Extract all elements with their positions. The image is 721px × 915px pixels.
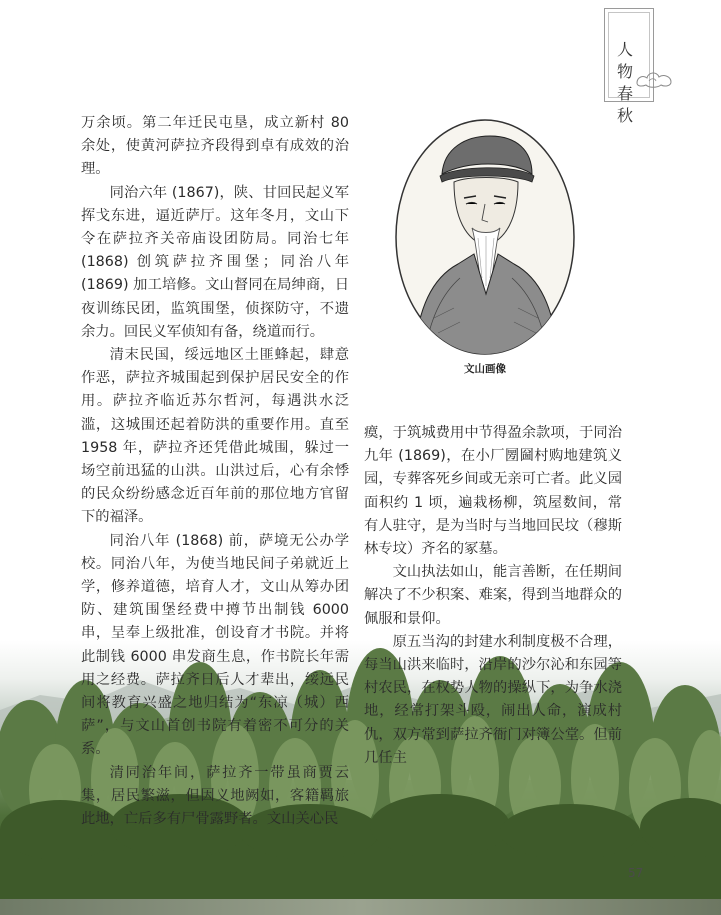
- paragraph: 瘼，于筑城费用中节得盈余款项，于同治九年 (1869)，在小厂圐圙村购地建筑义园，专葬客死乡间或无亲可亡者。此义园面积约 1 顷，遍栽杨柳，筑屋数间，常有人驻守，是为当时与当地回民坟（穆斯林专坟）齐名的冢墓。: [364, 425, 622, 558]
- paragraph: 清同治年间，萨拉齐一带虽商贾云集，居民繁滋，但因义地阙如，客籍羁旅此地，亡后多有尸骨露野者。文山关心民: [81, 764, 349, 828]
- left-text-column: [81, 112, 349, 831]
- portrait-figure: [394, 118, 576, 356]
- portrait-caption: 文山画像: [464, 363, 506, 375]
- paragraph: 原五当沟的封建水利制度极不合理，每当山洪来临时，沿岸的沙尔沁和东园等村农民，在权势人物的操纵下，为争水浇地，经常打架斗殴，闹出人命，演成村仇，双方常到萨拉齐衙门对簿公堂。但前几任主: [364, 633, 622, 766]
- section-emblem: [604, 8, 654, 125]
- paragraph: 同治八年 (1868) 前，萨境无公办学校。同治八年，为使当地民间子弟就近上学，修养道德，培育人才，文山从筹办团防、建筑围堡经费中撙节出制钱 6000 串，呈奉上级批准，创设育才书院。并将此制钱 6000 串发商生息，作书院长年需用之经费。萨拉齐日后人才辈出，绥远民间将教育兴盛之地归结为“东凉（城）西萨”，与文山首创书院有着密不可分的关系。: [81, 532, 349, 758]
- page-number: 57: [628, 866, 644, 880]
- paragraph: 文山执法如山，能言善断，在任期间解决了不少积案、难案，得到当地群众的佩服和景仰。: [364, 564, 622, 627]
- paragraph: 清末民国，绥远地区土匪蜂起，肆意作恶，萨拉齐城围起到保护居民安全的作用。萨拉齐临近苏尔哲河，每遇洪水泛滥，这城围还起着防洪的重要作用。直至 1958 年，萨拉齐还凭借此城围，躲过一场空前迅猛的山洪。山洪过后，心有余悸的民众纷纷感念近百年前的那位地方官留下的福泽。: [81, 347, 349, 526]
- section-title: 人物 春秋: [617, 40, 635, 125]
- right-text-column: [364, 422, 622, 770]
- paragraph: 万余顷。第二年迁民屯垦，成立新村 80 余处，使黄河萨拉齐段得到卓有成效的治理。: [81, 115, 349, 178]
- cloud-ornament-icon: [635, 67, 675, 89]
- paragraph: 同治六年 (1867)，陕、甘回民起义军挥戈东进，逼近萨厅。这年冬月，文山下令在萨拉齐关帝庙设团防局。同治七年 (1868) 创筑萨拉齐围堡；同治八年 (1869) 加工培修。文山督同在局绅商，日夜训练民团，监筑围堡，侦探防守，不遗余力。回民义军侦知有备，绕道而行。: [81, 184, 349, 340]
- ground-strip: [0, 899, 721, 915]
- portrait-engraving-icon: [394, 118, 576, 356]
